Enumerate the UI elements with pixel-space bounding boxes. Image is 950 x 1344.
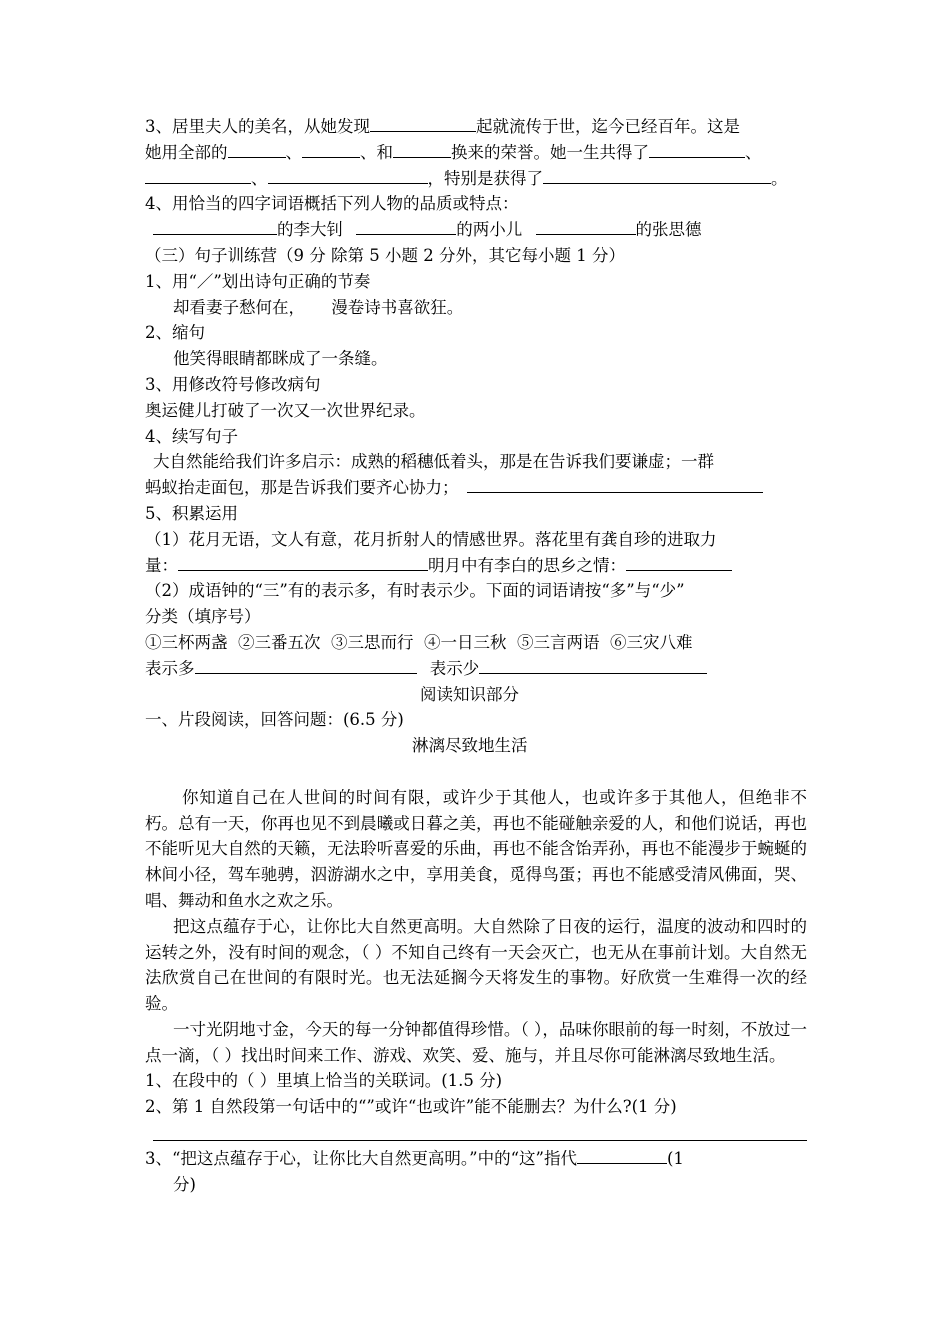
- label-few: 表示少: [429, 658, 480, 678]
- blank-award-2[interactable]: [145, 166, 251, 184]
- blank-gong-zizhen[interactable]: [178, 553, 428, 571]
- q4-blanks-line: [145, 217, 807, 243]
- q4-person-3: 的张思德: [635, 220, 702, 240]
- q4-person-1: 的李大钊: [277, 220, 343, 240]
- blank-effort-3[interactable]: [393, 140, 451, 158]
- article-paragraph-3: 一寸光阴地寸金，今天的每一分钟都值得珍惜。（ ），品味你眼前的每一时刻，不放过一点一滴，（ ）找出时间来工作、游戏、欢笑、爱、施与，并且尽你可能淋漓尽致地生活。: [145, 1019, 807, 1065]
- q4-text: 4、用恰当的四字词语概括下列人物的品质或特点：: [145, 194, 519, 214]
- q3-line3: [145, 166, 807, 192]
- blank-few[interactable]: [479, 656, 707, 674]
- blank-li-dazhao[interactable]: [153, 217, 277, 235]
- blank-award-1[interactable]: [649, 140, 745, 158]
- q4-line: [145, 191, 807, 217]
- article-paragraph-2: 把这点蕴存于心，让你比大自然更高明。大自然除了日夜的运行，温度的波动和四时的运转之外，没有时间的观念，（ ）不知自己终有一天会灭亡，也无从在事前计划。大自然无法欣赏自己在世间的有限时光。也无法延搁今天将发生的事物。好欣赏一生难得一次的经验。: [145, 916, 807, 1014]
- reading-q3: [145, 1146, 807, 1172]
- reading-q-heading: 一、片段阅读，回答问题：(6.5 分): [145, 710, 404, 730]
- q3-text-b: 起就流传于世，迄今已经百年。这是: [476, 117, 740, 136]
- s5-1-line1: （1）花月无语，文人有意，花月折射人的情感世界。落花里有龚自珍的进取力: [145, 529, 717, 549]
- blank-answer-q2[interactable]: [153, 1120, 807, 1141]
- reading-part-title: 阅读知识部分: [420, 684, 519, 704]
- article-title: 淋漓尽致地生活: [412, 736, 528, 756]
- q3-line2: [145, 140, 807, 166]
- sep: 、和: [360, 142, 393, 162]
- blank-effort-1[interactable]: [228, 140, 286, 158]
- s4-line2-text: 蚂蚁抬走面包，那是告诉我们要齐心协力；: [145, 478, 459, 498]
- blank-many[interactable]: [195, 656, 417, 674]
- s5-1-line2: [145, 553, 807, 579]
- label-many: 表示多: [145, 658, 195, 678]
- document-page: [145, 114, 807, 1197]
- period: 。: [771, 168, 788, 188]
- article-paragraph-1: 你知道自己在人世间的时间有限，或许少于其他人，也或许多于其他人，但绝非不朽。总有一天，你再也见不到晨曦或日暮之美，再也不能碰触亲爱的人，和他们说话，再也不能听见大自然的天籁，无法聆听喜爱的乐曲，再也不能含饴弄孙，再也不能漫步于蜿蜒的林间小径，驾车驰骋，泅游湖水之中，享用美食，觅得鸟蛋；再也不能感受清风佛面，哭、唱、舞动和鱼水之欢之乐。: [145, 787, 807, 910]
- blank-continue-sentence[interactable]: [467, 475, 763, 493]
- q4-person-2: 的两小儿: [456, 220, 523, 240]
- blank-answer-q3[interactable]: [577, 1146, 667, 1164]
- q3-text-d: 换来的荣誉。她一生共得了: [451, 142, 649, 162]
- s5-question: 5、积累运用: [145, 503, 238, 523]
- reading-q3-text: 3、“把这点蕴存于心，让你比大自然更高明。”中的“这”指代: [145, 1148, 577, 1168]
- sep: 、: [745, 142, 762, 162]
- s3-sentence: 奥运健儿打破了一次又一次世界纪录。: [145, 400, 426, 420]
- reading-q3-cont: 分): [173, 1174, 196, 1194]
- blank-discovery[interactable]: [370, 114, 476, 132]
- s4-question: 4、续写句子: [145, 426, 238, 446]
- s2-sentence: 他笑得眼睛都眯成了一条缝。: [173, 349, 388, 369]
- sep: 、: [251, 168, 268, 188]
- blank-award-3[interactable]: [268, 166, 428, 184]
- s5-2-line1: （2）成语钟的“三”有的表示多，有时表示少。下面的词语请按“多”与“少”: [145, 581, 685, 601]
- reading-q2-answer-line: [145, 1120, 807, 1146]
- q3-text-c: 她用全部的: [145, 142, 228, 162]
- reading-q3-score: (1: [667, 1148, 684, 1168]
- s5-1-label: 量：: [145, 555, 178, 575]
- spacer: [145, 759, 807, 785]
- q3-line1: [145, 114, 807, 140]
- q3-text-e: ，特别是获得了: [427, 168, 543, 188]
- blank-award-special[interactable]: [543, 166, 771, 184]
- blank-zhang-side[interactable]: [536, 217, 636, 235]
- s5-2-line2: 分类（填序号）: [145, 607, 261, 627]
- blank-two-children[interactable]: [356, 217, 456, 235]
- s5-idioms: ①三杯两盏 ②三番五次 ③三思而行 ④一日三秋 ⑤三言两语 ⑥三灾八难: [145, 632, 693, 652]
- blank-li-bai[interactable]: [626, 553, 732, 571]
- s4-line1: 大自然能给我们许多启示：成熟的稻穗低着头，那是在告诉我们要谦虚；一群: [153, 452, 714, 472]
- s4-line2: [145, 475, 807, 501]
- sep: 、: [285, 142, 302, 162]
- s1-poem: 却看妻子愁何在， 漫卷诗书喜欲狂。: [173, 297, 464, 317]
- s1-question: 1、用“／”划出诗句正确的节奏: [145, 271, 371, 291]
- q3-text-a: 3、居里夫人的美名，从她发现: [145, 117, 370, 136]
- s2-question: 2、缩句: [145, 323, 205, 343]
- s3-question: 3、用修改符号修改病句: [145, 374, 321, 394]
- reading-q1: 1、在段中的（ ）里填上恰当的关联词。(1.5 分): [145, 1071, 503, 1091]
- s5-classify-line: [145, 656, 807, 682]
- section3-heading: （三）句子训练营（9 分 除第 5 小题 2 分外，其它每小题 1 分）: [145, 245, 625, 265]
- reading-q2: 2、第 1 自然段第一句话中的“”或许“也或许”能不能删去？为什么?(1 分): [145, 1097, 677, 1117]
- s5-1-li-bai: 明月中有李白的思乡之情：: [428, 555, 626, 575]
- blank-effort-2[interactable]: [302, 140, 360, 158]
